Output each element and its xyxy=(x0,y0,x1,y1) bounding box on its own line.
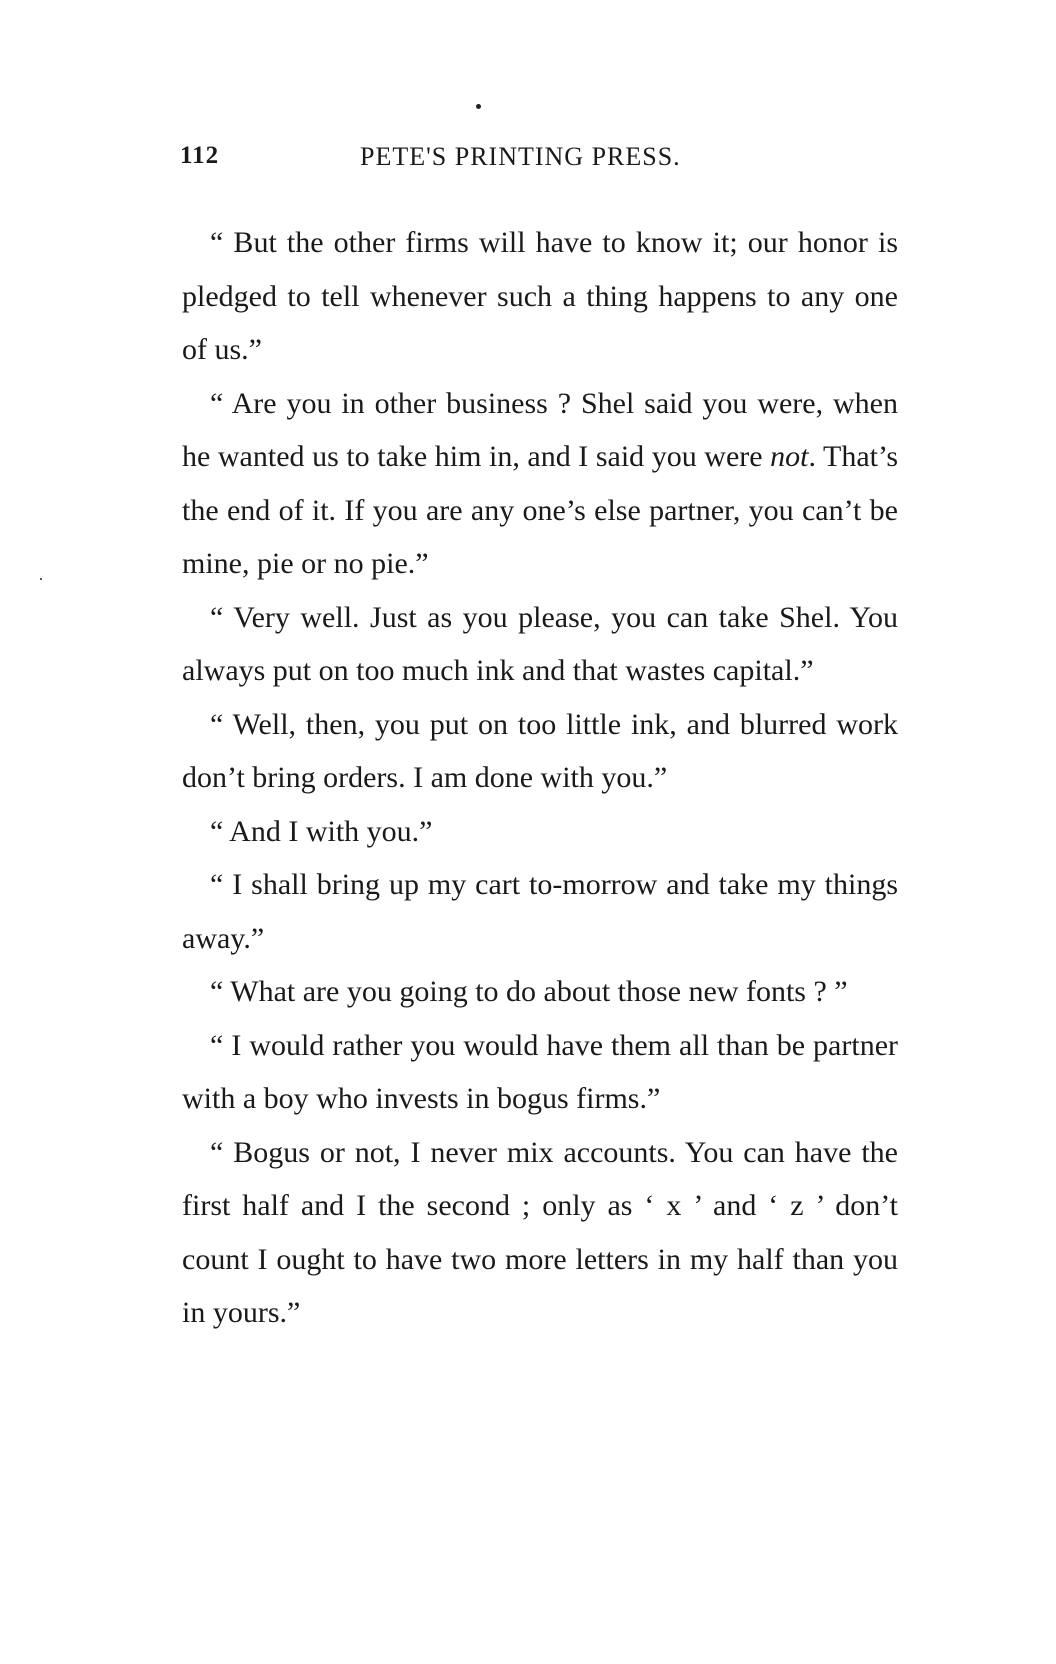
ink-speck xyxy=(476,104,481,109)
running-title: PETE'S PRINTING PRESS. xyxy=(360,142,681,171)
paragraph: “ Bogus or not, I never mix accounts. You can have the first half and I the second ; only as ‘ x ’ and ‘ z ’ don’t count I ought to have two more letters in my half than you in yours.” xyxy=(182,1135,898,1329)
page-header xyxy=(180,142,900,182)
paragraph: “ Are you in other business ? Shel said you were, when he wanted us to take him in, and I said you were not. That’s the end of it. If you are any one’s else partner, you can’t be mine, pie or no pie.” xyxy=(182,386,898,580)
page-number: 112 xyxy=(180,142,220,169)
ink-speck xyxy=(40,578,42,580)
paragraph: “ Very well. Just as you please, you can take Shel. You always put on too much ink and that wastes capital.” xyxy=(182,600,898,687)
paragraph: “ Well, then, you put on too little ink, and blurred work don’t bring orders. I am done with you.” xyxy=(182,707,898,794)
emphasis: not xyxy=(770,440,809,473)
paragraph: “ But the other firms will have to know it; our honor is pledged to tell whenever such a thing happens to any one of us.” xyxy=(182,226,898,366)
paragraph: “ I shall bring up my cart to-morrow and take my things away.” xyxy=(182,868,898,955)
paragraph: “ What are you going to do about those new fonts ? ” xyxy=(210,975,848,1008)
page-body xyxy=(182,216,898,1340)
paragraph: “ And I with you.” xyxy=(210,814,433,848)
paragraph: “ I would rather you would have them all than be partner with a boy who invests in bogus firms.” xyxy=(182,1028,898,1115)
